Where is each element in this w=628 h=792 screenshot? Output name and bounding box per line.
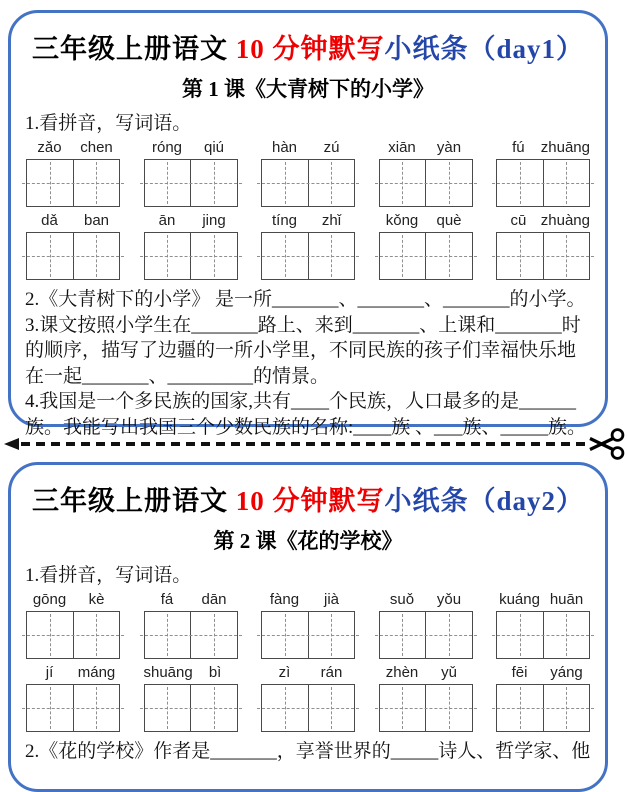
writing-grid <box>496 611 590 659</box>
pinyin-word-group <box>496 139 590 207</box>
writing-grid <box>261 611 355 659</box>
pinyin-syllable: zhuāng <box>540 139 590 156</box>
question-line: 2.《大青树下的小学》 是一所_______、_______、_______的小学。 <box>25 289 586 310</box>
pinyin-syllable: ban <box>83 212 110 229</box>
pinyin-word-group <box>144 591 238 659</box>
pinyin-word-group <box>261 212 355 280</box>
pinyin-word-group <box>26 212 120 280</box>
grid-cell <box>74 233 120 279</box>
pinyin-syllable: cū <box>510 212 527 229</box>
pinyin-syllable: ān <box>158 212 176 229</box>
title-red-part: 10 分钟默写 <box>235 486 385 516</box>
pinyin-syllable: kǒng <box>385 212 419 229</box>
grid-cell <box>497 160 544 206</box>
question-line: 2.《花的学校》作者是_______，享誉世界的_____诗人、哲学家、他 <box>25 741 591 762</box>
question-line: 族。我能写出我国三个少数民族的名称:____族 、___族、_____族。 <box>25 416 587 438</box>
pinyin-syllable: kè <box>88 591 105 608</box>
pinyin-label <box>261 591 355 609</box>
grid-cell <box>380 685 427 731</box>
lesson-subtitle: 第 1 课《大青树下的小学》 <box>182 77 434 101</box>
pinyin-word-group <box>379 212 473 280</box>
writing-grid <box>26 159 120 207</box>
pinyin-label <box>26 212 120 230</box>
pinyin-syllable: yǔ <box>441 664 457 681</box>
grid-cell <box>27 685 74 731</box>
question-line: 4.我国是一个多民族的国家,共有____个民族，人口最多的是______ <box>25 391 577 412</box>
grid-cell <box>309 233 355 279</box>
pinyin-label <box>496 139 590 157</box>
pinyin-label <box>379 139 473 157</box>
pinyin-label <box>144 591 238 609</box>
pinyin-syllable: jí <box>45 664 54 681</box>
writing-grid <box>379 684 473 732</box>
pinyin-label <box>26 664 120 682</box>
pinyin-syllable: chen <box>80 139 113 156</box>
grid-cell <box>191 612 237 658</box>
grid-cell <box>380 160 427 206</box>
pinyin-syllable: dǎ <box>41 212 58 229</box>
writing-grid <box>496 684 590 732</box>
writing-grid <box>496 159 590 207</box>
pinyin-word-group <box>496 591 590 659</box>
grid-cell <box>426 685 472 731</box>
pinyin-syllable: zǎo <box>37 139 62 156</box>
pinyin-syllable: hàn <box>271 139 298 156</box>
grid-cell <box>262 685 309 731</box>
worksheet-card-day1 <box>8 10 608 438</box>
pinyin-syllable: rán <box>320 664 343 681</box>
pinyin-word-group <box>496 664 590 732</box>
pinyin-label <box>496 591 590 609</box>
grid-cell <box>309 612 355 658</box>
pinyin-syllable: zhuàng <box>540 212 590 229</box>
writing-grid <box>144 159 238 207</box>
grid-cell <box>191 160 237 206</box>
pinyin-label <box>496 212 590 230</box>
pinyin-grid-row <box>11 212 605 280</box>
writing-grid <box>144 611 238 659</box>
grid-cell <box>544 612 590 658</box>
pinyin-label <box>379 591 473 609</box>
writing-grid <box>379 159 473 207</box>
grid-cell <box>544 160 590 206</box>
pinyin-word-group <box>26 664 120 732</box>
pinyin-syllable: róng <box>151 139 183 156</box>
dashed-cut-line <box>21 442 586 446</box>
grid-cell <box>497 685 544 731</box>
question-line: 的顺序，描写了边疆的一所小学里，不同民族的孩子们幸福快乐地 <box>25 340 577 361</box>
instruction-text: 1.看拼音，写词语。 <box>25 565 192 586</box>
pinyin-word-group <box>379 139 473 207</box>
grid-cell <box>27 612 74 658</box>
pinyin-grid-row <box>11 591 605 659</box>
pinyin-syllable: zì <box>278 664 291 681</box>
title-red-part: 10 分钟默写 <box>235 34 385 64</box>
pinyin-syllable: jià <box>323 591 339 608</box>
writing-grid <box>261 232 355 280</box>
instruction-text: 1.看拼音，写词语。 <box>25 113 192 134</box>
grid-cell <box>426 160 472 206</box>
scissors-icon <box>588 426 626 462</box>
pinyin-word-group <box>496 212 590 280</box>
grid-cell <box>27 233 74 279</box>
grid-cell <box>380 233 427 279</box>
pinyin-syllable: suǒ <box>389 591 415 608</box>
pinyin-label <box>379 664 473 682</box>
worksheet-card-day2 <box>8 462 608 792</box>
pinyin-syllable: fēi <box>511 664 528 681</box>
pinyin-word-group <box>144 212 238 280</box>
pinyin-label <box>261 664 355 682</box>
pinyin-syllable: yǒu <box>436 591 462 608</box>
pinyin-label <box>261 139 355 157</box>
grid-cell <box>497 612 544 658</box>
pinyin-syllable: qiú <box>203 139 225 156</box>
worksheet-title <box>11 27 605 66</box>
pinyin-word-group <box>144 664 238 732</box>
grid-cell <box>145 685 192 731</box>
grid-cell <box>309 685 355 731</box>
pinyin-word-group <box>26 139 120 207</box>
pinyin-syllable: kuáng <box>499 591 540 608</box>
grid-cell <box>74 612 120 658</box>
writing-grid <box>496 232 590 280</box>
writing-grid <box>144 232 238 280</box>
grid-cell <box>262 160 309 206</box>
grid-cell <box>145 160 192 206</box>
grid-cell <box>380 612 427 658</box>
pinyin-syllable: yáng <box>550 664 583 681</box>
pinyin-word-group <box>26 591 120 659</box>
grid-cell <box>262 233 309 279</box>
writing-grid <box>144 684 238 732</box>
pinyin-word-group <box>261 139 355 207</box>
pinyin-syllable: zhèn <box>385 664 419 681</box>
writing-grid <box>379 611 473 659</box>
grid-cell <box>27 160 74 206</box>
pinyin-syllable: huān <box>549 591 584 608</box>
question-block <box>25 739 593 765</box>
pinyin-label <box>26 591 120 609</box>
question-block <box>25 287 593 440</box>
grid-cell <box>262 612 309 658</box>
writing-grid <box>261 159 355 207</box>
pinyin-label <box>144 139 238 157</box>
grid-cell <box>74 160 120 206</box>
cut-divider <box>0 433 628 455</box>
pinyin-syllable: zhǐ <box>321 212 342 229</box>
pinyin-word-group <box>261 664 355 732</box>
title-grade-part: 三年级上册语文 <box>31 486 236 516</box>
grid-cell <box>145 233 192 279</box>
pinyin-word-group <box>379 591 473 659</box>
worksheet-title <box>11 479 605 518</box>
pinyin-syllable: máng <box>77 664 116 681</box>
writing-grid <box>379 232 473 280</box>
pinyin-word-group <box>144 139 238 207</box>
writing-grid <box>26 232 120 280</box>
pinyin-word-group <box>379 664 473 732</box>
pinyin-word-group <box>261 591 355 659</box>
grid-cell <box>497 233 544 279</box>
pinyin-label <box>379 212 473 230</box>
grid-cell <box>544 685 590 731</box>
lesson-subtitle: 第 2 课《花的学校》 <box>213 529 403 553</box>
pinyin-grid-row <box>11 139 605 207</box>
grid-cell <box>309 160 355 206</box>
pinyin-syllable: fàng <box>269 591 300 608</box>
title-grade-part: 三年级上册语文 <box>31 34 236 64</box>
pinyin-syllable: zú <box>323 139 340 156</box>
writing-grid <box>26 684 120 732</box>
pinyin-label <box>26 139 120 157</box>
grid-cell <box>191 685 237 731</box>
pinyin-syllable: què <box>436 212 462 229</box>
pinyin-syllable: xiān <box>388 139 416 156</box>
pinyin-syllable: fá <box>160 591 174 608</box>
pinyin-syllable: yàn <box>436 139 462 156</box>
grid-cell <box>191 233 237 279</box>
pinyin-syllable: jing <box>202 212 226 229</box>
pinyin-label <box>496 664 590 682</box>
pinyin-syllable: bì <box>208 664 222 681</box>
writing-grid <box>26 611 120 659</box>
grid-cell <box>426 233 472 279</box>
grid-cell <box>544 233 590 279</box>
pinyin-label <box>261 212 355 230</box>
question-line: 3.课文按照小学生在_______路上、来到_______、上课和_______时 <box>25 314 581 336</box>
grid-cell <box>145 612 192 658</box>
pinyin-label <box>144 664 238 682</box>
left-arrow-icon <box>4 438 19 450</box>
pinyin-syllable: shuāng <box>143 664 193 681</box>
pinyin-label <box>144 212 238 230</box>
grid-cell <box>426 612 472 658</box>
pinyin-syllable: dān <box>201 591 227 608</box>
writing-grid <box>261 684 355 732</box>
pinyin-syllable: fú <box>512 139 525 156</box>
title-day-part: 小纸条（day1） <box>384 34 585 64</box>
pinyin-syllable: tíng <box>271 212 298 229</box>
pinyin-grid-row <box>11 664 605 732</box>
title-day-part: 小纸条（day2） <box>384 486 585 516</box>
grid-cell <box>74 685 120 731</box>
pinyin-syllable: gōng <box>32 591 67 608</box>
question-line: 在一起_______、_________的情景。 <box>25 365 330 387</box>
